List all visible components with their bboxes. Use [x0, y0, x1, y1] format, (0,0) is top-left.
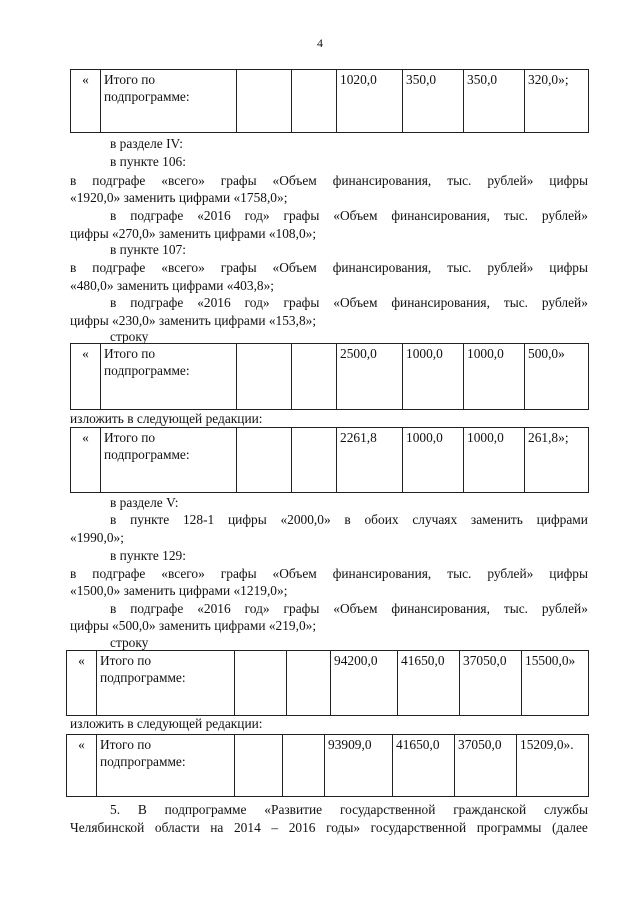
value-2015: 350,0 — [464, 70, 525, 133]
word: в — [110, 512, 117, 527]
value-2016: 320,0»; — [525, 70, 589, 133]
word: программы — [476, 820, 542, 835]
text-line: «480,0» заменить цифрами «403,8»; — [70, 278, 275, 293]
value-2015: 1000,0 — [464, 344, 525, 410]
word: «Объем — [333, 601, 378, 616]
row-label: Итого по подпрограмме: — [101, 344, 237, 410]
subprogram-total-table-5 — [66, 734, 589, 797]
word: на — [210, 820, 224, 835]
subprogram-total-table-4 — [66, 650, 589, 716]
value-2016: 500,0» — [525, 344, 589, 410]
empty-cell — [292, 428, 337, 493]
text-line: в пункте 129: — [110, 548, 186, 563]
text-line: «1990,0»; — [70, 530, 124, 545]
word: 5. — [110, 802, 121, 817]
word: годы» — [326, 820, 361, 835]
open-quote: « — [71, 344, 101, 410]
word: цифры — [227, 512, 267, 527]
word: рублей» — [541, 601, 588, 616]
justified-line — [70, 566, 588, 582]
word: области — [154, 820, 200, 835]
text-line: «1500,0» заменить цифрами «1219,0»; — [70, 583, 288, 598]
empty-cell — [237, 428, 292, 493]
value-2015: 37050,0 — [460, 651, 522, 716]
word: государственной — [339, 802, 436, 817]
value-2014: 41650,0 — [398, 651, 460, 716]
word: год» — [244, 295, 270, 310]
value-2015: 37050,0 — [455, 735, 517, 797]
word: тыс. — [503, 295, 528, 310]
row-label: Итого по подпрограмме: — [101, 428, 237, 493]
word: случаях — [412, 512, 458, 527]
empty-cell — [237, 344, 292, 410]
text-line: цифры «270,0» заменить цифрами «108,0»; — [70, 226, 317, 241]
value-2014: 350,0 — [403, 70, 464, 133]
empty-cell — [237, 70, 292, 133]
value-2014: 1000,0 — [403, 428, 464, 493]
text-line: изложить в следующей редакции: — [70, 716, 263, 731]
word: подграфе — [130, 295, 184, 310]
word: заменить — [470, 512, 523, 527]
word: – — [271, 820, 279, 835]
word: гражданской — [453, 802, 527, 817]
value-total: 2500,0 — [337, 344, 403, 410]
word: «Объем — [333, 208, 378, 223]
value-total: 2261,8 — [337, 428, 403, 493]
word: в подграфе «всего» графы «Объем финансирования, тыс. рублей» цифры — [70, 566, 588, 581]
word: подграфе — [130, 601, 184, 616]
word: в — [344, 512, 351, 527]
text-line: в пункте 107: — [110, 242, 186, 257]
justified-line — [70, 260, 588, 276]
text-line: цифры «500,0» заменить цифрами «219,0»; — [70, 618, 317, 633]
text-line: в разделе V: — [110, 495, 179, 510]
word: графы — [283, 601, 320, 616]
word: «2000,0» — [280, 512, 331, 527]
word: графы — [283, 295, 320, 310]
value-2016: 261,8»; — [525, 428, 589, 493]
word: Челябинской — [70, 820, 145, 835]
word: тыс. — [503, 601, 528, 616]
open-quote: « — [71, 428, 101, 493]
word: финансирования, — [391, 295, 490, 310]
text-line: цифры «230,0» заменить цифрами «153,8»; — [70, 313, 317, 328]
justified-line — [110, 208, 588, 224]
empty-cell — [283, 735, 325, 797]
value-total: 93909,0 — [325, 735, 393, 797]
word: тыс. — [503, 208, 528, 223]
word: «2016 — [197, 295, 231, 310]
justified-line — [110, 601, 588, 617]
empty-cell — [235, 735, 283, 797]
word: подграфе — [130, 208, 184, 223]
empty-cell — [235, 651, 287, 716]
text-line: в разделе IV: — [110, 136, 183, 151]
justified-line — [110, 802, 588, 818]
word: цифрами — [536, 512, 588, 527]
empty-cell — [287, 651, 331, 716]
word: пункте — [130, 512, 170, 527]
word: «Объем — [333, 295, 378, 310]
word: обоих — [364, 512, 399, 527]
justified-line — [70, 173, 588, 189]
word: «2016 — [197, 601, 231, 616]
row-label: Итого по подпрограмме: — [101, 70, 237, 133]
text-line: строку — [110, 635, 149, 650]
text-line: в пункте 106: — [110, 154, 186, 169]
text-line: «1920,0» заменить цифрами «1758,0»; — [70, 190, 288, 205]
empty-cell — [292, 344, 337, 410]
value-2016: 15209,0». — [517, 735, 589, 797]
empty-cell — [292, 70, 337, 133]
row-label: Итого по подпрограмме: — [97, 651, 235, 716]
page-number: 4 — [317, 36, 323, 50]
open-quote: « — [71, 70, 101, 133]
word: 2016 — [288, 820, 316, 835]
subprogram-total-table-2 — [70, 343, 589, 410]
text-line: изложить в следующей редакции: — [70, 411, 263, 426]
value-2014: 1000,0 — [403, 344, 464, 410]
word: год» — [244, 601, 270, 616]
word: «2016 — [197, 208, 231, 223]
word: в — [110, 208, 117, 223]
word: год» — [244, 208, 270, 223]
word: рублей» — [541, 208, 588, 223]
value-total: 94200,0 — [331, 651, 398, 716]
word: службы — [543, 802, 588, 817]
word: «Развитие — [264, 802, 323, 817]
word: графы — [283, 208, 320, 223]
subprogram-total-table-1 — [70, 69, 589, 133]
word: 128-1 — [182, 512, 215, 527]
subprogram-total-table-3 — [70, 427, 589, 493]
open-quote: « — [67, 735, 97, 797]
word: финансирования, — [391, 601, 490, 616]
word: государственной — [370, 820, 467, 835]
justified-line — [110, 512, 588, 528]
word: 2014 — [233, 820, 261, 835]
word: подпрограмме — [164, 802, 247, 817]
text-line: строку — [110, 329, 149, 344]
value-2015: 1000,0 — [464, 428, 525, 493]
word: в — [110, 601, 117, 616]
row-label: Итого по подпрограмме: — [97, 735, 235, 797]
word: в подграфе «всего» графы «Объем финансирования, тыс. рублей» цифры — [70, 173, 588, 188]
value-2014: 41650,0 — [393, 735, 455, 797]
word: финансирования, — [391, 208, 490, 223]
justified-line — [110, 295, 588, 311]
open-quote: « — [67, 651, 97, 716]
word: в подграфе «всего» графы «Объем финансирования, тыс. рублей» цифры — [70, 260, 588, 275]
word: в — [110, 295, 117, 310]
value-total: 1020,0 — [337, 70, 403, 133]
value-2016: 15500,0» — [522, 651, 589, 716]
word: (далее — [551, 820, 588, 835]
word: рублей» — [541, 295, 588, 310]
justified-line — [70, 820, 588, 836]
word: В — [137, 802, 147, 817]
